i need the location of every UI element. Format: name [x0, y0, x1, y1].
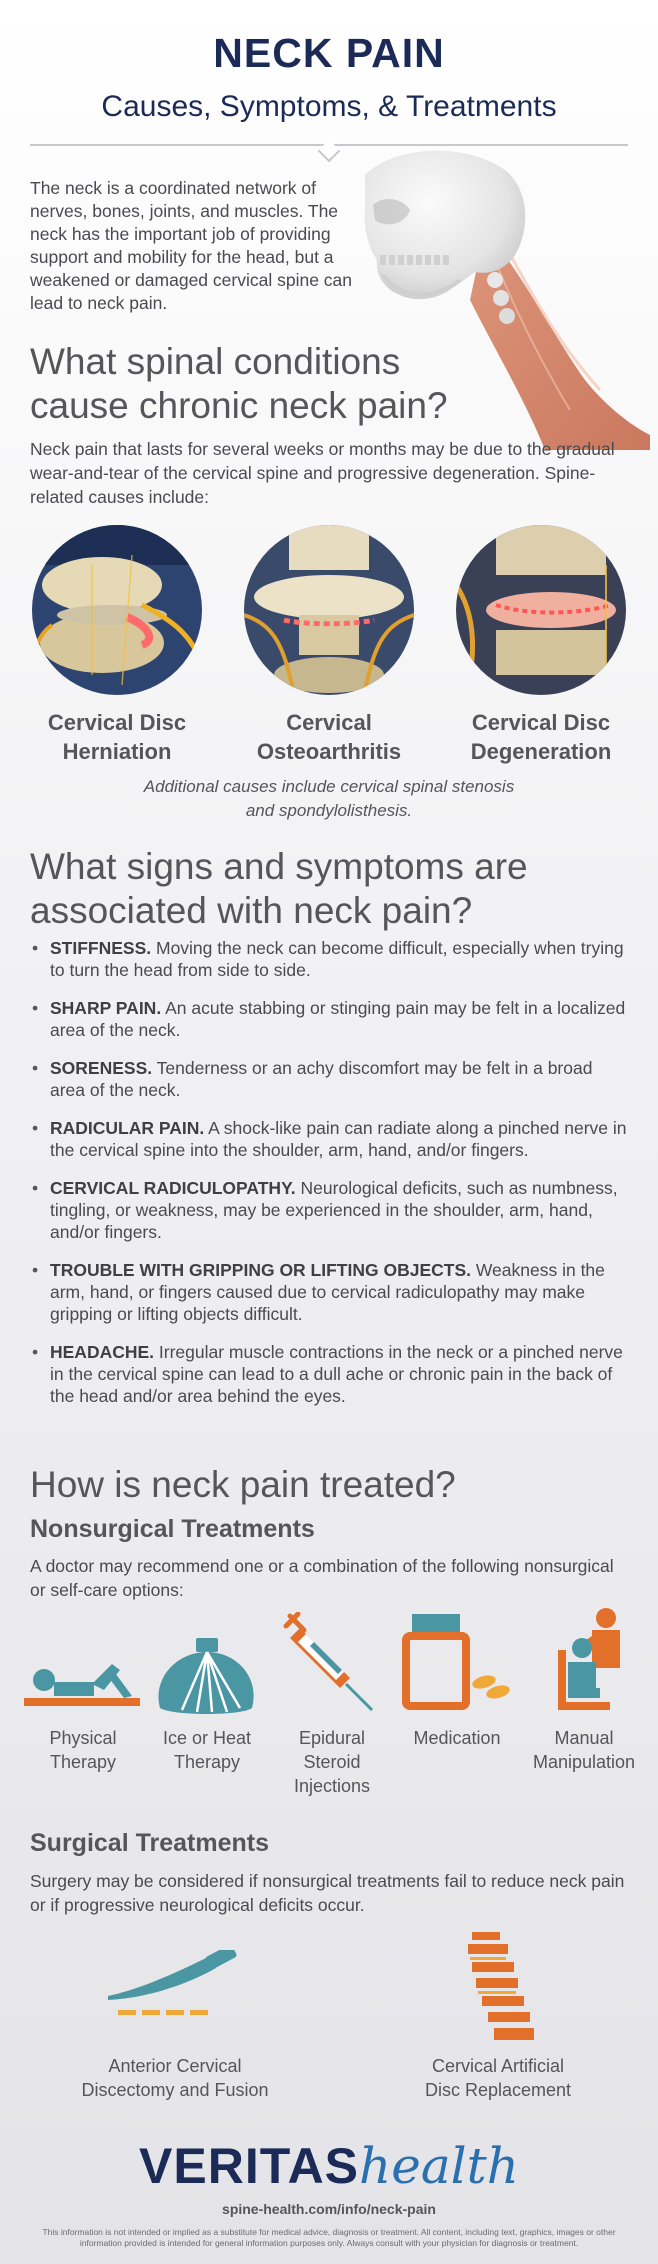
- treatment-label-line: Steroid: [303, 1752, 361, 1772]
- logo-main-text: VERITAS: [139, 2138, 360, 2194]
- cause-label-osteoarthritis-line1: Cervical: [286, 710, 372, 735]
- treatment-label-ice-heat: [143, 1726, 271, 1774]
- physical-therapy-icon: [24, 1640, 140, 1720]
- syringe-icon: [282, 1612, 378, 1712]
- treatment-label-epidural: [268, 1726, 396, 1798]
- surgical-label-disc-replacement: [378, 2054, 618, 2102]
- cause-label-herniation-line2: Herniation: [62, 739, 172, 764]
- surgical-text: Surgery may be considered if nonsurgical treatments fail to reduce neck pain or if progressive neurological deficits occur.: [30, 1871, 625, 1915]
- manual-manipulation-icon: [556, 1606, 628, 1714]
- treatment-label-line: Epidural: [298, 1728, 366, 1748]
- surgical-heading: Surgical Treatments: [30, 1829, 269, 1857]
- cause-label-osteoarthritis: [229, 708, 429, 766]
- treatment-label-line: Therapy: [49, 1752, 117, 1772]
- surgical-label-line: Cervical Artificial: [431, 2056, 565, 2076]
- symptom-desc: Weakness in the arm, hand, or fingers caused due to cervical radiculopathy may make gripping or lifting objects difficult.: [50, 1260, 605, 1324]
- page-title: NECK PAIN: [213, 30, 445, 76]
- cause-label-degeneration-line1: Cervical Disc: [471, 710, 611, 735]
- treatment-label-manual: [520, 1726, 648, 1774]
- treatment-label-line: Therapy: [173, 1752, 241, 1772]
- causes-heading-line2: cause chronic neck pain?: [30, 385, 448, 426]
- symptom-desc: An acute stabbing or stinging pain may be felt in a localized area of the neck.: [50, 998, 626, 1040]
- additional-causes-note: [0, 775, 658, 823]
- ice-pack-icon: [152, 1638, 260, 1724]
- symptom-desc: Moving the neck can become difficult, especially when trying to turn the head from side to side.: [50, 938, 624, 980]
- treatment-label-line: Physical: [49, 1728, 117, 1748]
- cause-label-degeneration: [441, 708, 641, 766]
- veritas-health-logo[interactable]: [0, 2138, 658, 2194]
- symptoms-heading-line1: What signs and symptoms are: [30, 846, 528, 887]
- symptom-desc: Irregular muscle contractions in the neck or a pinched nerve in the cervical spine can lead to a dull ache or chronic pain in the back of the head and/or area behind the eyes.: [50, 1342, 623, 1406]
- symptom-desc: Neurological deficits, such as numbness, tingling, or weakness, may be experienced in the shoulder, arm, hand, and/or fingers.: [50, 1178, 618, 1242]
- treatment-label-physical-therapy: [19, 1726, 147, 1774]
- nonsurgical-heading: Nonsurgical Treatments: [30, 1515, 315, 1543]
- surgical-label-acdf: [55, 2054, 295, 2102]
- causes-heading-line1: What spinal conditions: [30, 341, 401, 382]
- symptoms-heading: [30, 845, 528, 933]
- surgical-label-line: Discectomy and Fusion: [81, 2080, 269, 2100]
- treatment-label-line: Manual: [554, 1728, 614, 1748]
- surgical-label-line: Anterior Cervical: [108, 2056, 242, 2076]
- cause-label-herniation-line1: Cervical Disc: [47, 710, 187, 735]
- treatment-label-line: Injections: [293, 1776, 371, 1796]
- treatment-label-line: Medication: [413, 1728, 501, 1748]
- symptoms-heading-line2: associated with neck pain?: [30, 890, 473, 931]
- symptom-term: CERVICAL RADICULOPATHY.: [50, 1178, 296, 1198]
- symptom-item: [30, 1341, 630, 1407]
- symptom-term: TROUBLE WITH GRIPPING OR LIFTING OBJECTS.: [50, 1260, 471, 1280]
- symptom-item: [30, 1177, 630, 1243]
- symptom-item: [30, 997, 630, 1041]
- symptom-item: [30, 1057, 630, 1101]
- cause-label-herniation: [17, 708, 217, 766]
- causes-intro-text: Neck pain that lasts for several weeks or months may be due to the gradual wear-and-tear of the cervical spine and progressive degeneration. Spine-related causes include:: [30, 439, 615, 507]
- symptom-desc: A shock-like pain can radiate along a pinched nerve in the cervical spine into the shoulder, arm, hand, and/or fingers.: [50, 1118, 627, 1160]
- pill-bottle-icon: [402, 1614, 512, 1710]
- treatment-label-medication: [393, 1726, 521, 1750]
- page-subtitle: Causes, Symptoms, & Treatments: [101, 90, 557, 123]
- scalpel-icon: [108, 1950, 238, 2022]
- treatment-heading: How is neck pain treated?: [30, 1464, 456, 1505]
- symptoms-list: [30, 937, 630, 1423]
- symptom-item: [30, 937, 630, 981]
- symptom-desc: Tenderness or an achy discomfort may be felt in a broad area of the neck.: [50, 1058, 593, 1100]
- cause-label-degeneration-line2: Degeneration: [470, 739, 612, 764]
- symptom-item: [30, 1117, 630, 1161]
- symptom-term: SORENESS.: [50, 1058, 153, 1078]
- symptom-term: SHARP PAIN.: [50, 998, 162, 1018]
- additional-causes-line2: and spondylolisthesis.: [245, 801, 413, 820]
- symptom-term: RADICULAR PAIN.: [50, 1118, 205, 1138]
- symptom-term: HEADACHE.: [50, 1342, 155, 1362]
- treatment-label-line: Ice or Heat: [162, 1728, 252, 1748]
- intro-text: The neck is a coordinated network of nerves, bones, joints, and muscles. The neck has the important job of providing support and mobility for the head, but a weakened or damaged cervical spine can lead to neck pain.: [30, 178, 352, 313]
- nonsurgical-text: A doctor may recommend one or a combination of the following nonsurgical or self-care options:: [30, 1556, 614, 1600]
- spine-icon: [462, 1930, 536, 2042]
- additional-causes-line1: Additional causes include cervical spinal stenosis: [143, 777, 515, 796]
- symptom-item: [30, 1259, 630, 1325]
- treatment-label-line: Manipulation: [532, 1752, 636, 1772]
- source-url[interactable]: spine-health.com/info/neck-pain: [222, 2201, 436, 2217]
- disclaimer-text: This information is not intended or implied as a substitute for medical advice, diagnosis or treatment. All content, including text, graphics, images or other information provided is intended for general information purposes only. Always consult with your physician for diagnosis or treatment.: [42, 2227, 616, 2248]
- cause-label-osteoarthritis-line2: Osteoarthritis: [256, 739, 402, 764]
- disc-degeneration-image: [456, 525, 626, 695]
- disc-herniation-image: [32, 525, 202, 695]
- symptom-term: STIFFNESS.: [50, 938, 152, 958]
- causes-heading: [30, 340, 448, 428]
- surgical-label-line: Disc Replacement: [424, 2080, 572, 2100]
- logo-sub-text: health: [359, 2137, 519, 2195]
- osteoarthritis-image: [244, 525, 414, 695]
